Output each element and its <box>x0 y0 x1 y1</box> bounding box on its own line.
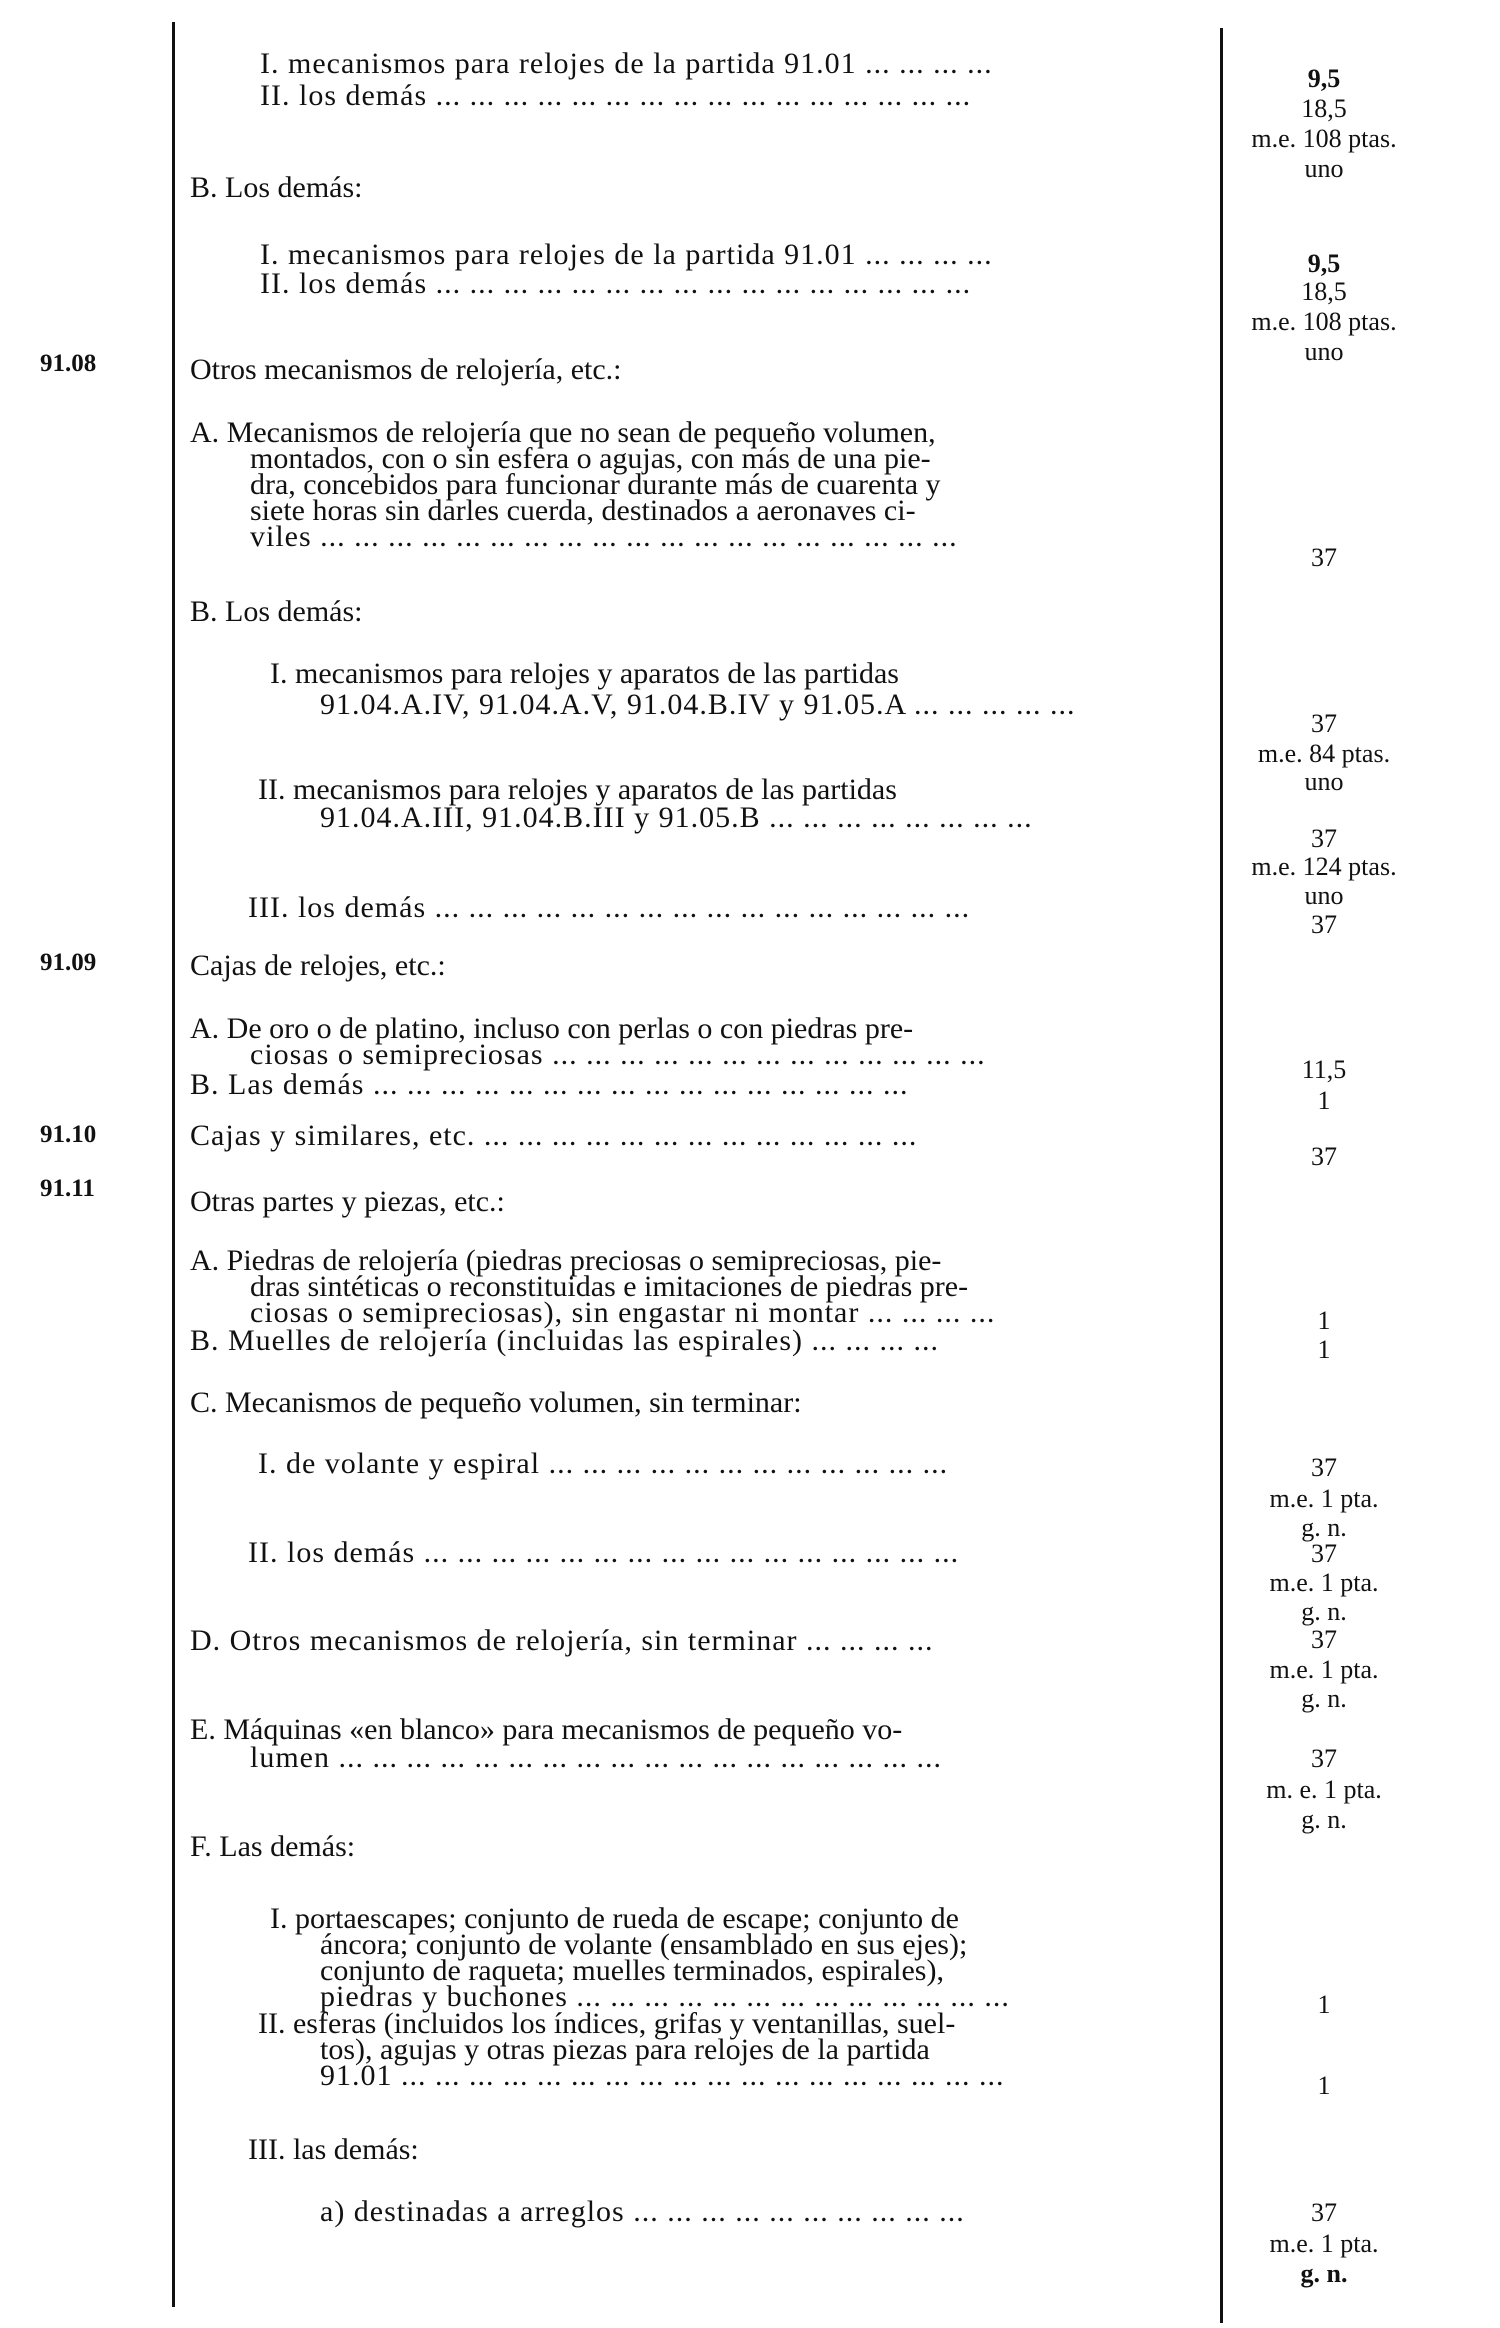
rate-value: uno <box>1304 881 1344 910</box>
text-line: 91.01 ... ... ... ... ... ... ... ... ... ... ... ... ... ... ... ... ... ... <box>320 2059 1005 2092</box>
text-line: D. Otros mecanismos de relojería, sin terminar ... ... ... ... <box>190 1624 934 1657</box>
rate-value: 37 <box>1311 910 1337 939</box>
rate-value: uno <box>1304 767 1344 796</box>
text-line: I. mecanismos para relojes de la partida 91.01 ... ... ... ... <box>260 47 993 80</box>
heading-code: 91.11 <box>40 1175 95 1202</box>
text-line: Otros mecanismos de relojería, etc.: <box>190 353 622 386</box>
text-line: Otras partes y piezas, etc.: <box>190 1185 505 1218</box>
rate-value: m. e. 1 pta. <box>1266 1775 1382 1804</box>
text-line: áncora; conjunto de volante (ensamblado en sus ejes); <box>320 1928 968 1961</box>
rate-value: 1 <box>1317 1335 1331 1364</box>
rate-value: g. n. <box>1301 1597 1347 1626</box>
rate-value: g. n. <box>1300 2259 1348 2288</box>
rate-value: m.e. 1 pta. <box>1269 1484 1379 1513</box>
text-line: montados, con o sin esfera o agujas, con más de una pie- <box>250 442 931 475</box>
rate-value: 37 <box>1311 1453 1337 1482</box>
rate-value: 18,5 <box>1301 277 1347 306</box>
text-line: viles ... ... ... ... ... ... ... ... ... ... ... ... ... ... ... ... ... ... ... <box>250 520 958 553</box>
rate-value: 1 <box>1317 1306 1331 1335</box>
text-line: 91.04.A.III, 91.04.B.III y 91.05.B ... ... ... ... ... ... ... ... <box>320 801 1033 834</box>
text-line: I. de volante y espiral ... ... ... ... ... ... ... ... ... ... ... ... <box>258 1447 949 1480</box>
rate-value: 9,5 <box>1307 64 1341 93</box>
text-line: III. las demás: <box>248 2133 419 2166</box>
rate-value: 37 <box>1311 709 1337 738</box>
heading-code: 91.08 <box>40 350 97 377</box>
text-line: siete horas sin darles cuerda, destinados a aeronaves ci- <box>250 494 916 527</box>
text-line: II. los demás ... ... ... ... ... ... ... ... ... ... ... ... ... ... ... ... <box>260 79 972 112</box>
text-line: I. mecanismos para relojes de la partida 91.01 ... ... ... ... <box>260 238 993 271</box>
heading-code: 91.10 <box>40 1121 97 1148</box>
text-line: dra, concebidos para funcionar durante más de cuarenta y <box>250 468 941 501</box>
rate-value: 1 <box>1317 2071 1331 2100</box>
rate-value: 1 <box>1317 1086 1331 1115</box>
text-line: II. mecanismos para relojes y aparatos de las partidas <box>258 773 897 806</box>
rate-value: m.e. 84 ptas. <box>1257 739 1391 768</box>
text-line: C. Mecanismos de pequeño volumen, sin terminar: <box>190 1386 802 1419</box>
text-line: dras sintéticas o reconstituidas e imitaciones de piedras pre- <box>250 1270 969 1303</box>
rate-value: 37 <box>1311 1625 1337 1654</box>
text-line: a) destinadas a arreglos ... ... ... ... ... ... ... ... ... ... <box>320 2195 965 2228</box>
right-column-rule <box>1220 28 1223 2323</box>
rate-value: m.e. 108 ptas. <box>1251 124 1397 153</box>
text-line: conjunto de raqueta; muelles terminados, espirales), <box>320 1954 944 1987</box>
rate-value: m.e. 1 pta. <box>1269 2229 1379 2258</box>
text-line: E. Máquinas «en blanco» para mecanismos de pequeño vo- <box>190 1713 903 1746</box>
rate-value: g. n. <box>1301 1513 1347 1542</box>
rate-value: 9,5 <box>1307 249 1341 278</box>
text-line: piedras y buchones ... ... ... ... ... ... ... ... ... ... ... ... ... <box>320 1980 1010 2013</box>
text-line: III. los demás ... ... ... ... ... ... ... ... ... ... ... ... ... ... ... ... <box>248 891 971 924</box>
rate-value: m.e. 1 pta. <box>1269 1568 1379 1597</box>
text-line: I. mecanismos para relojes y aparatos de las partidas <box>270 657 899 690</box>
rate-value: uno <box>1304 154 1344 183</box>
rate-value: 1 <box>1317 1990 1331 2019</box>
rate-value: m.e. 1 pta. <box>1269 1655 1379 1684</box>
text-line: B. Los demás: <box>190 171 363 204</box>
text-line: F. Las demás: <box>190 1830 356 1863</box>
rate-value: 37 <box>1311 543 1337 572</box>
text-line: B. Las demás ... ... ... ... ... ... ... ... ... ... ... ... ... ... ... ... <box>190 1068 909 1101</box>
text-line: II. los demás ... ... ... ... ... ... ... ... ... ... ... ... ... ... ... ... <box>248 1536 960 1569</box>
text-line: ciosas o semipreciosas), sin engastar ni montar ... ... ... ... <box>250 1296 996 1329</box>
rate-value: 37 <box>1311 1539 1337 1568</box>
text-line: B. Los demás: <box>190 595 363 628</box>
rate-value: m.e. 124 ptas. <box>1251 852 1397 881</box>
text-line: B. Muelles de relojería (incluidas las espirales) ... ... ... ... <box>190 1324 939 1357</box>
text-line: A. Piedras de relojería (piedras preciosas o semipreciosas, pie- <box>190 1244 942 1277</box>
text-line: II. esferas (incluidos los índices, grifas y ventanillas, suel- <box>258 2007 956 2040</box>
rate-value: 37 <box>1311 1142 1337 1171</box>
text-line: tos), agujas y otras piezas para relojes de la partida <box>320 2033 930 2066</box>
rate-value: m.e. 108 ptas. <box>1251 307 1397 336</box>
text-line: A. Mecanismos de relojería que no sean de pequeño volumen, <box>190 416 936 449</box>
rate-value: 37 <box>1311 2198 1337 2227</box>
text-line: lumen ... ... ... ... ... ... ... ... ... ... ... ... ... ... ... ... ... ... <box>250 1741 942 1774</box>
text-line: Cajas y similares, etc. ... ... ... ... ... ... ... ... ... ... ... ... ... <box>190 1119 918 1152</box>
left-column-rule <box>172 22 175 2307</box>
rate-value: uno <box>1304 337 1344 366</box>
text-line: II. los demás ... ... ... ... ... ... ... ... ... ... ... ... ... ... ... ... <box>260 267 972 300</box>
rate-value: 37 <box>1311 824 1337 853</box>
rate-value: 37 <box>1311 1744 1337 1773</box>
rate-value: g. n. <box>1301 1805 1347 1834</box>
text-line: A. De oro o de platino, incluso con perlas o con piedras pre- <box>190 1012 914 1045</box>
text-line: 91.04.A.IV, 91.04.A.V, 91.04.B.IV y 91.05.A ... ... ... ... ... <box>320 688 1076 721</box>
text-line: Cajas de relojes, etc.: <box>190 949 446 982</box>
rate-value: 11,5 <box>1301 1055 1347 1084</box>
rate-value: 18,5 <box>1301 94 1347 123</box>
text-line: I. portaescapes; conjunto de rueda de escape; conjunto de <box>270 1902 959 1935</box>
heading-code: 91.09 <box>40 949 97 976</box>
text-line: ciosas o semipreciosas ... ... ... ... ... ... ... ... ... ... ... ... ... <box>250 1038 986 1071</box>
rate-value: g. n. <box>1301 1684 1347 1713</box>
